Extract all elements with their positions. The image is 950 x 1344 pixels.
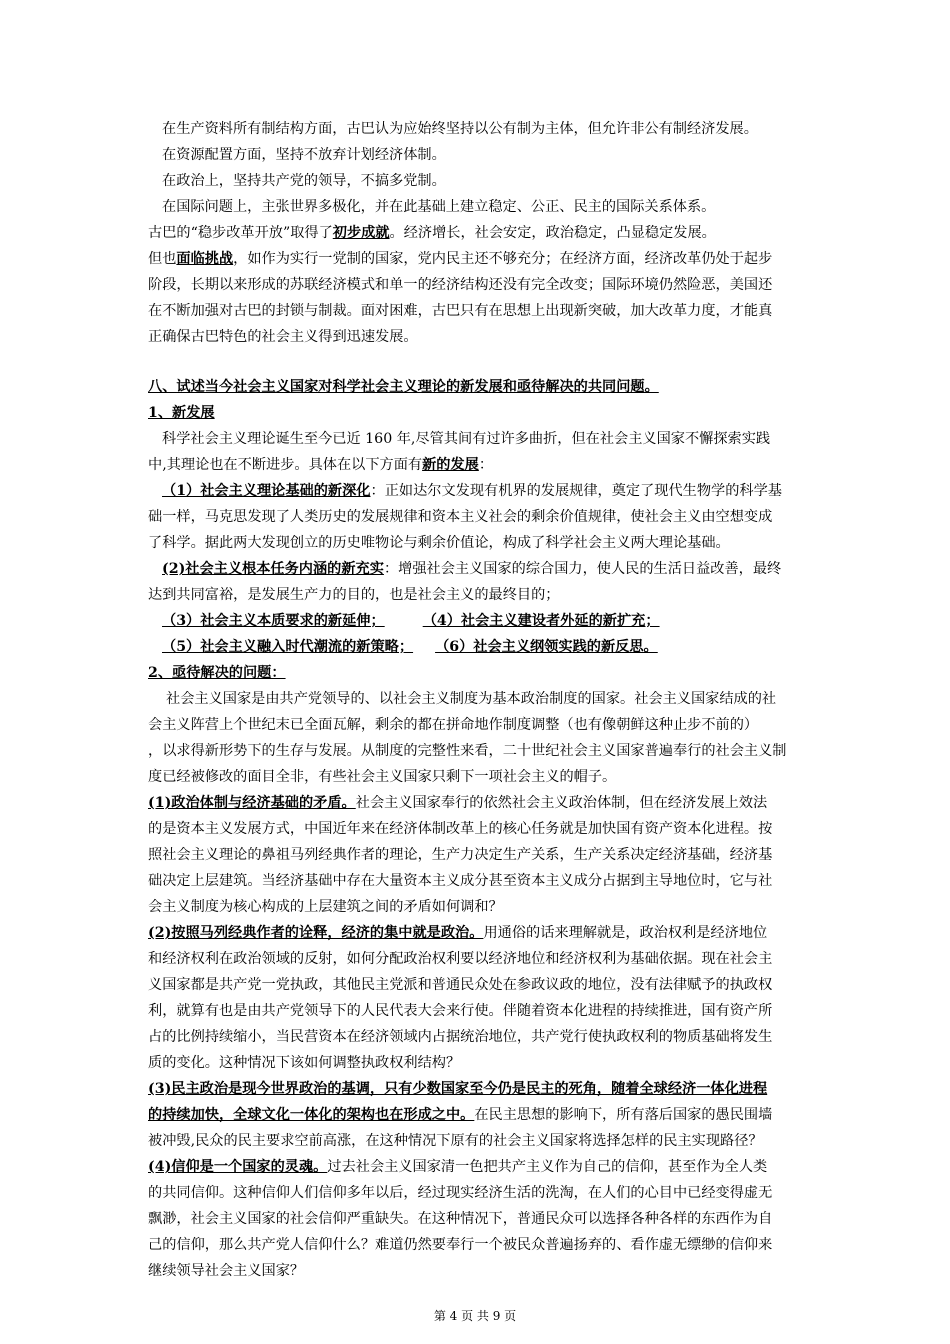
text-line: 会主义制度为核心构成的上层建筑之间的矛盾如何调和？ xyxy=(148,899,503,915)
text-line: ，以求得新形势下的生存与发展。从制度的完整性来看，二十世纪社会主义国家普遍奉行的社会主义制 xyxy=(148,743,787,759)
text-line: 在政治上，坚持共产党的领导，不搞多党制。 xyxy=(162,173,446,189)
text-span: 古巴的“稳步改革开放”取得了 xyxy=(148,225,333,241)
point-pair-line xyxy=(148,608,838,634)
text-line: 了科学。据此两大发现创立的历史唯物论与剩余价值论，构成了科学社会主义两大理论基础。 xyxy=(148,535,730,551)
text-line: 义国家都是共产党一党执政，其他民主党派和普通民众处在参政议政的地位，没有法律赋予的执政权 xyxy=(148,977,773,993)
text-line: 质的变化。这种情况下该如何调整执政权利结构？ xyxy=(148,1055,461,1071)
text-line: 和经济权利在政治领域的反射，如何分配政治权利要以经济地位和经济权利为基础依据。现在社会主 xyxy=(148,951,773,967)
document-page xyxy=(148,116,838,1284)
text-span: 。经济增长，社会安定，政治稳定，凸显稳定发展。 xyxy=(389,225,716,241)
point-heading: （3）社会主义本质要求的新延伸； xyxy=(162,613,385,629)
text-line: 占的比例持续缩小，当民营资本在经济领域内占据统治地位，共产党行使执政权利的物质基础将发生 xyxy=(148,1029,773,1045)
cuba-result-line xyxy=(148,220,838,246)
point-line xyxy=(148,478,838,504)
point-heading: (2)社会主义根本任务内涵的新充实 xyxy=(162,561,384,577)
text-line: 度已经被修改的面目全非，有些社会主义国家只剩下一项社会主义的帽子。 xyxy=(148,769,617,785)
text-line: 利，就算有也是由共产党领导下的人民代表大会来行使。伴随着资本化进程的持续推进，国有资产所 xyxy=(148,1003,773,1019)
point-line xyxy=(148,1102,838,1128)
point-pair-line xyxy=(148,634,838,660)
point-heading: （6）社会主义纲领实践的新反思。 xyxy=(435,639,658,655)
emphasis-text: 初步成就 xyxy=(332,225,390,241)
question-heading: 八、试述当今社会主义国家对科学社会主义理论的新发展和亟待解决的共同问题。 xyxy=(148,379,659,395)
point-heading: （1）社会主义理论基础的新深化 xyxy=(162,483,371,499)
text-line: 继续领导社会主义国家？ xyxy=(148,1263,305,1279)
point-heading: 的持续加快，全球文化一体化的架构也在形成之中。 xyxy=(148,1107,475,1123)
text-span: 但也 xyxy=(148,251,177,267)
text-span: ：增强社会主义国家的综合国力，使人民的生活日益改善，最终 xyxy=(383,561,782,577)
text-line: 被冲毁,民众的民主要求空前高涨，在这种情况下原有的社会主义国家将选择怎样的民主实现路径？ xyxy=(148,1133,763,1149)
text-span: ： xyxy=(478,457,494,473)
point-line xyxy=(148,790,838,816)
text-span: 社会主义国家奉行的依然社会主义政治体制，但在经济发展上效法 xyxy=(355,795,768,811)
text-span: ：正如达尔文发现有机界的发展规律，奠定了现代生物学的科学基 xyxy=(370,483,782,499)
text-line: 在不断加强对古巴的封锁与制裁。面对困难，古巴只有在思想上出现新突破，加大改革力度，才能真 xyxy=(148,303,773,319)
text-line: 在资源配置方面，坚持不放弃计划经济体制。 xyxy=(162,147,446,163)
section-heading: 1、新发展 xyxy=(148,405,215,421)
text-line: 础决定上层建筑。当经济基础中存在大量资本主义成分甚至资本主义成分占据到主导地位时，它与社 xyxy=(148,873,773,889)
text-line: 正确保古巴特色的社会主义得到迅速发展。 xyxy=(148,329,418,345)
text-span: 在民主思想的影响下，所有落后国家的愚民围墙 xyxy=(474,1107,773,1123)
challenge-line xyxy=(148,246,838,272)
spacer xyxy=(148,350,838,374)
point-heading: （5）社会主义融入时代潮流的新策略； xyxy=(162,639,414,655)
text-line: 社会主义国家是由共产党领导的、以社会主义制度为基本政治制度的国家。社会主义国家结成的社 xyxy=(166,691,777,707)
point-heading: (2)按照马列经典作者的诠释，经济的集中就是政治。 xyxy=(148,925,484,941)
point-line xyxy=(148,556,838,582)
text-line: 己的信仰，那么共产党人信仰什么？难道仍然要奉行一个被民众普遍扬弃的、看作虚无缥缈的信仰来 xyxy=(148,1237,773,1253)
text-line: 会主义阵营上个世纪末已全面瓦解，剩余的都在拼命地作制度调整（也有像朝鲜这种止步不前的） xyxy=(148,717,759,733)
text-line: 的共同信仰。这种信仰人们信仰多年以后，经过现实经济生活的洗淘，在人们的心目中已经变得虚无 xyxy=(148,1185,773,1201)
emphasis-text: 面临挑战 xyxy=(176,251,234,267)
text-span: ，如作为实行一党制的国家，党内民主还不够充分；在经济方面，经济改革仍处于起步 xyxy=(233,251,773,267)
point-heading: (1)政治体制与经济基础的矛盾。 xyxy=(148,795,356,811)
emphasis-text: 新的发展 xyxy=(422,457,479,473)
text-line: 础一样，马克思发现了人类历史的发展规律和资本主义社会的剩余价值规律，使社会主义由空想变成 xyxy=(148,509,773,525)
text-span: 中,其理论也在不断进步。具体在以下方面有 xyxy=(148,457,423,473)
text-line: 照社会主义理论的鼻祖马列经典作者的理论，生产力决定生产关系，生产关系决定经济基础，经济基 xyxy=(148,847,773,863)
text-line: 飘渺，社会主义国家的社会信仰严重缺失。在这种情况下，普通民众可以选择各种各样的东西作为自 xyxy=(148,1211,773,1227)
text-span: 用通俗的话来理解就是，政治权利是经济地位 xyxy=(483,925,768,941)
text-line: 的是资本主义发展方式，中国近年来在经济体制改革上的核心任务就是加快国有资产资本化进程。按 xyxy=(148,821,773,837)
point-line xyxy=(148,1154,838,1180)
section-heading: 2、亟待解决的问题： xyxy=(148,665,286,681)
point-line xyxy=(148,920,838,946)
text-line xyxy=(148,452,838,478)
point-heading: （4）社会主义建设者外延的新扩充； xyxy=(422,613,660,629)
text-line: 科学社会主义理论诞生至今已近 160 年,尽管其间有过许多曲折，但在社会主义国家不懈探索实践 xyxy=(162,431,771,447)
text-span: 过去社会主义国家清一色把共产主义作为自己的信仰，甚至作为全人类 xyxy=(327,1159,768,1175)
page-footer: 第 4 页 共 9 页 xyxy=(433,1309,517,1323)
point-heading: (4)信仰是一个国家的灵魂。 xyxy=(148,1159,328,1175)
text-line: 阶段，长期以来形成的苏联经济模式和单一的经济结构还没有完全改变；国际环境仍然险恶，美国还 xyxy=(148,277,773,293)
text-line: 在国际问题上，主张世界多极化，并在此基础上建立稳定、公正、民主的国际关系体系。 xyxy=(162,199,716,215)
point-heading: (3)民主政治是现今世界政治的基调，只有少数国家至今仍是民主的死角，随着全球经济一体化进程 xyxy=(148,1081,768,1097)
text-line: 达到共同富裕，是发展生产力的目的，也是社会主义的最终目的； xyxy=(148,587,560,603)
text-line: 在生产资料所有制结构方面，古巴认为应始终坚持以公有制为主体，但允许非公有制经济发展。 xyxy=(162,121,758,137)
